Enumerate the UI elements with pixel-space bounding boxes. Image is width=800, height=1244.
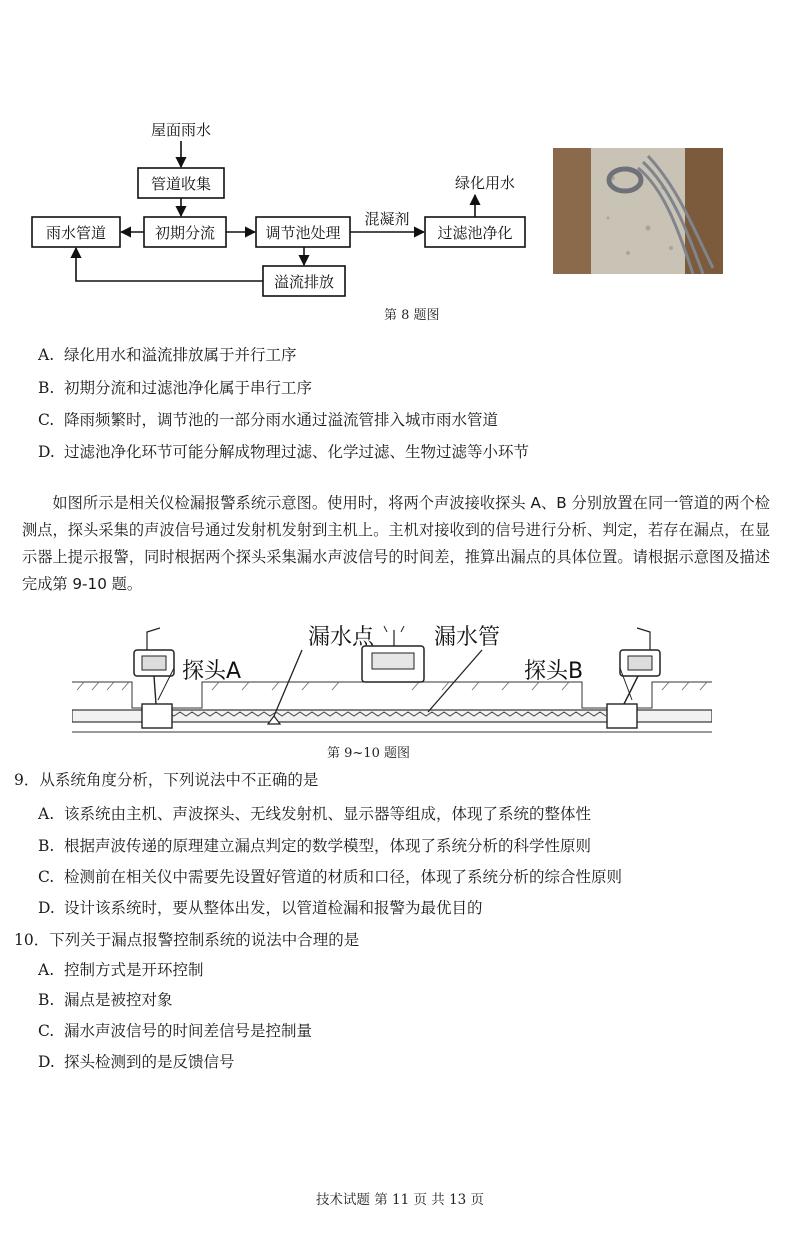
node-regulating-pool: 调节池处理: [265, 224, 341, 242]
label-probe-a: 探头A: [182, 659, 242, 684]
option-text: 控制方式是开环控制: [64, 961, 204, 979]
flowchart-figure-8: [20, 115, 540, 305]
option-label: D.: [38, 899, 55, 917]
q9-option-b: [38, 834, 591, 856]
option-label: B.: [38, 837, 55, 855]
q8-option-c: [38, 408, 498, 430]
q9-option-d: [38, 896, 483, 918]
node-filter-pool: 过滤池净化: [437, 224, 513, 242]
node-rain-pipe: 雨水管道: [45, 224, 107, 242]
option-text: 探头检测到的是反馈信号: [64, 1053, 235, 1071]
q10-option-b: [38, 988, 173, 1010]
q10-option-a: [38, 958, 204, 980]
label-leak-pipe: 漏水管: [434, 625, 501, 650]
option-text: 检测前在相关仪中需要先设置好管道的材质和口径，体现了系统分析的综合性原则: [64, 868, 623, 886]
option-text: 漏点是被控对象: [64, 991, 173, 1009]
option-label: C.: [38, 868, 55, 886]
node-overflow: 溢流排放: [273, 273, 335, 291]
page-footer: 技术试题 第 11 页 共 13 页: [315, 1192, 485, 1208]
leak-detection-diagram: [72, 620, 712, 740]
option-label: D.: [38, 1053, 55, 1071]
q9-stem: 9．从系统角度分析，下列说法中不正确的是: [14, 771, 319, 789]
edge-label-coagulant: 混凝剂: [364, 210, 410, 228]
option-label: C.: [38, 1022, 55, 1040]
q8-option-d: [38, 440, 529, 462]
figure-9-10-caption: 第 9~10 题图: [327, 746, 410, 761]
option-label: B.: [38, 991, 55, 1009]
q10-stem: 10．下列关于漏点报警控制系统的说法中合理的是: [14, 931, 360, 949]
label-probe-b: 探头B: [524, 659, 584, 684]
photo-post-with-wire: [553, 148, 723, 274]
q9-option-a: [38, 802, 591, 824]
option-text: 设计该系统时，要从整体出发，以管道检漏和报警为最优目的: [64, 899, 483, 917]
label-leak-point: 漏水点: [308, 625, 375, 650]
option-text: 漏水声波信号的时间差信号是控制量: [64, 1022, 313, 1040]
passage-leak-detection: 如图所示是相关仪检漏报警系统示意图。使用时，将两个声波接收探头 A、B 分别放置在同一管道的两个检测点，探头采集的声波信号通过发射机发射到主机上。主机对接收到的信号进行分析、判定，若存在漏点，在显示器上提示报警，同时根据两个探头采集漏水声波信号的时间差，推算出漏点的具体位置。请根据示意图及描述完成第 9-10 题。: [22, 494, 770, 593]
option-label: A.: [38, 805, 55, 823]
node-roof-rain: 屋面雨水: [150, 121, 212, 139]
option-label: A.: [38, 346, 55, 364]
option-text: 过滤池净化环节可能分解成物理过滤、化学过滤、生物过滤等小环节: [64, 443, 530, 461]
node-pipe-collect: 管道收集: [150, 175, 212, 193]
q10-option-c: [38, 1019, 312, 1041]
q10-option-d: [38, 1050, 235, 1072]
option-text: 根据声波传递的原理建立漏点判定的数学模型，体现了系统分析的科学性原则: [64, 837, 592, 855]
figure-8-caption: 第 8 题图: [384, 308, 440, 323]
node-initial-split: 初期分流: [154, 224, 216, 242]
option-text: 初期分流和过滤池净化属于串行工序: [64, 379, 313, 397]
option-label: A.: [38, 961, 55, 979]
option-label: C.: [38, 411, 55, 429]
option-label: B.: [38, 379, 55, 397]
q9-option-c: [38, 865, 622, 887]
fitting-right: [607, 704, 637, 728]
fitting-left: [142, 704, 172, 728]
option-text: 降雨频繁时，调节池的一部分雨水通过溢流管排入城市雨水管道: [64, 411, 499, 429]
option-text: 该系统由主机、声波探头、无线发射机、显示器等组成，体现了系统的整体性: [64, 805, 592, 823]
option-text: 绿化用水和溢流排放属于并行工序: [64, 346, 297, 364]
node-green-water: 绿化用水: [454, 174, 516, 192]
q8-option-a: [38, 343, 297, 365]
q8-option-b: [38, 376, 312, 398]
option-label: D.: [38, 443, 55, 461]
